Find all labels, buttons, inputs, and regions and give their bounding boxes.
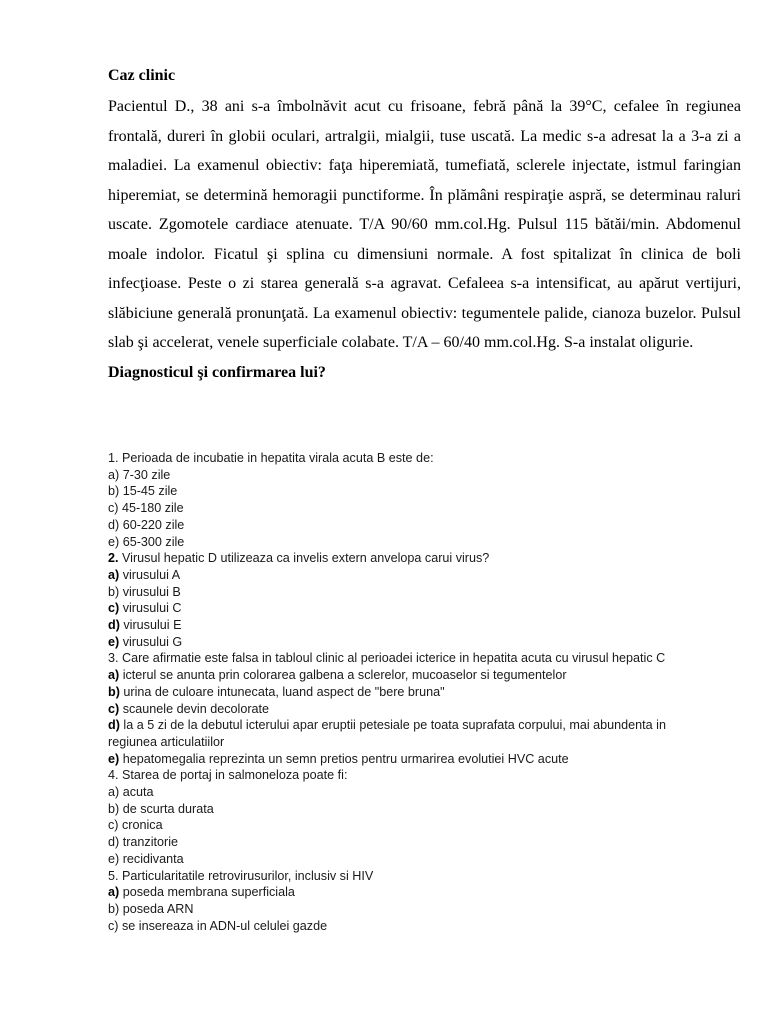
option-letter: e) <box>108 534 120 549</box>
option-letter: d) <box>108 718 120 733</box>
option-letter: c) <box>108 701 120 716</box>
option-letter: d) <box>108 835 120 850</box>
option-letter: b) <box>108 684 120 699</box>
answer-option: b) de scurta durata <box>108 801 214 816</box>
option-letter: a) <box>108 567 120 582</box>
question-text: 5. Particularitatile retrovirusurilor, inclusiv si HIV <box>108 868 374 883</box>
answer-option: a) poseda membrana superficiala <box>108 885 295 900</box>
option-letter: a) <box>108 467 120 482</box>
answer-option: a) acuta <box>108 785 154 800</box>
answer-option: d) la a 5 zi de la debutul icterului apar eruptii petesiale pe toata suprafata corpului, mai abundenta in regiunea articulatiilor <box>108 718 666 749</box>
option-letter: c) <box>108 818 119 833</box>
answer-option: a) icterul se anunta prin colorarea galbena a sclerelor, mucoaselor si tegumentelor <box>108 668 567 683</box>
option-letter: b) <box>108 584 120 599</box>
answer-option: c) 45-180 zile <box>108 501 184 516</box>
quiz-question <box>108 868 668 935</box>
case-body: Pacientul D., 38 ani s-a îmbolnăvit acut cu frisoane, febră până la 39°C, cefalee în regiunea frontală, dureri în globii oculari, artralgii, mialgii, tuse uscată. La medic s-a adresat la a 3-a zi a maladiei. La examenul obiectiv: faţa hiperemiată, tumefiată, sclerele injectate, istmul faringian hiperemiat, se determină hemoragii punctiforme. În plămâni respiraţie aspră, se determinau raluri uscate. Zgomotele cardiace atenuate. T/A 90/60 mm.col.Hg. Pulsul 115 bătăi/min. Abdomenul moale indolor. Ficatul şi splina cu dimensiuni normale. A fost spitalizat în clinica de boli infecţioase. Peste o zi starea generală s-a agravat. Cefaleea s-a intensificat, au apărut vertijuri, slăbiciune generală pronunţată. La examenul obiectiv: tegumentele palide, cianoza buzelor. Pulsul slab şi accelerat, venele superficiale colabate. T/A – 60/40 mm.col.Hg. S-a instalat oligurie. <box>108 98 741 351</box>
quiz-question <box>108 767 668 867</box>
question-number: 4. <box>108 768 119 783</box>
option-letter: e) <box>108 751 120 766</box>
option-letter: b) <box>108 484 120 499</box>
answer-option: e) hepatomegalia reprezinta un semn pretios pentru urmarirea evolutiei HVC acute <box>108 751 569 766</box>
question-text: 1. Perioada de incubatie in hepatita virala acuta B este de: <box>108 451 434 465</box>
answer-option: d) 60-220 zile <box>108 517 185 532</box>
answer-option: c) cronica <box>108 818 163 833</box>
quiz-question <box>108 550 668 650</box>
answer-option: b) 15-45 zile <box>108 484 178 499</box>
answer-option: b) poseda ARN <box>108 901 194 916</box>
option-letter: a) <box>108 785 120 800</box>
answer-option: e) 65-300 zile <box>108 534 185 549</box>
option-letter: b) <box>108 801 120 816</box>
answer-option: c) scaunele devin decolorate <box>108 701 270 716</box>
case-title: Caz clinic <box>108 67 176 84</box>
question-number: 1. <box>108 451 119 465</box>
answer-option: d) tranzitorie <box>108 835 178 850</box>
answer-option: c) se insereaza in ADN-ul celulei gazde <box>108 918 328 933</box>
option-letter: c) <box>108 601 120 616</box>
answer-option: a) 7-30 zile <box>108 467 171 482</box>
question-text: 2. Virusul hepatic D utilizeaza ca invelis extern anvelopa carui virus? <box>108 551 490 566</box>
answer-option: b) virusului B <box>108 584 181 599</box>
question-text: 4. Starea de portaj in salmoneloza poate fi: <box>108 768 348 783</box>
answer-option: e) virusului G <box>108 634 183 649</box>
answer-option: a) virusului A <box>108 567 181 582</box>
quiz-question <box>108 450 668 550</box>
question-text: 3. Care afirmatie este falsa in tabloul clinic al perioadei icterice in hepatita acuta cu virusul hepatic C <box>108 651 666 666</box>
quiz-list <box>108 450 668 934</box>
option-letter: d) <box>108 517 120 532</box>
option-letter: e) <box>108 851 120 866</box>
answer-option: b) urina de culoare intunecata, luand aspect de "bere bruna" <box>108 684 445 699</box>
answer-option: e) recidivanta <box>108 851 184 866</box>
diagnosis-question: Diagnosticul şi confirmarea lui? <box>108 363 326 381</box>
question-number: 3. <box>108 651 119 666</box>
option-letter: c) <box>108 918 119 933</box>
quiz-question <box>108 650 668 767</box>
question-number: 2. <box>108 551 119 566</box>
option-letter: a) <box>108 885 120 900</box>
clinical-case <box>108 66 741 383</box>
answer-option: c) virusului C <box>108 601 182 616</box>
option-letter: c) <box>108 501 119 516</box>
question-number: 5. <box>108 868 119 883</box>
option-letter: d) <box>108 618 120 633</box>
option-letter: b) <box>108 901 120 916</box>
answer-option: d) virusului E <box>108 618 182 633</box>
option-letter: e) <box>108 634 120 649</box>
option-letter: a) <box>108 668 120 683</box>
